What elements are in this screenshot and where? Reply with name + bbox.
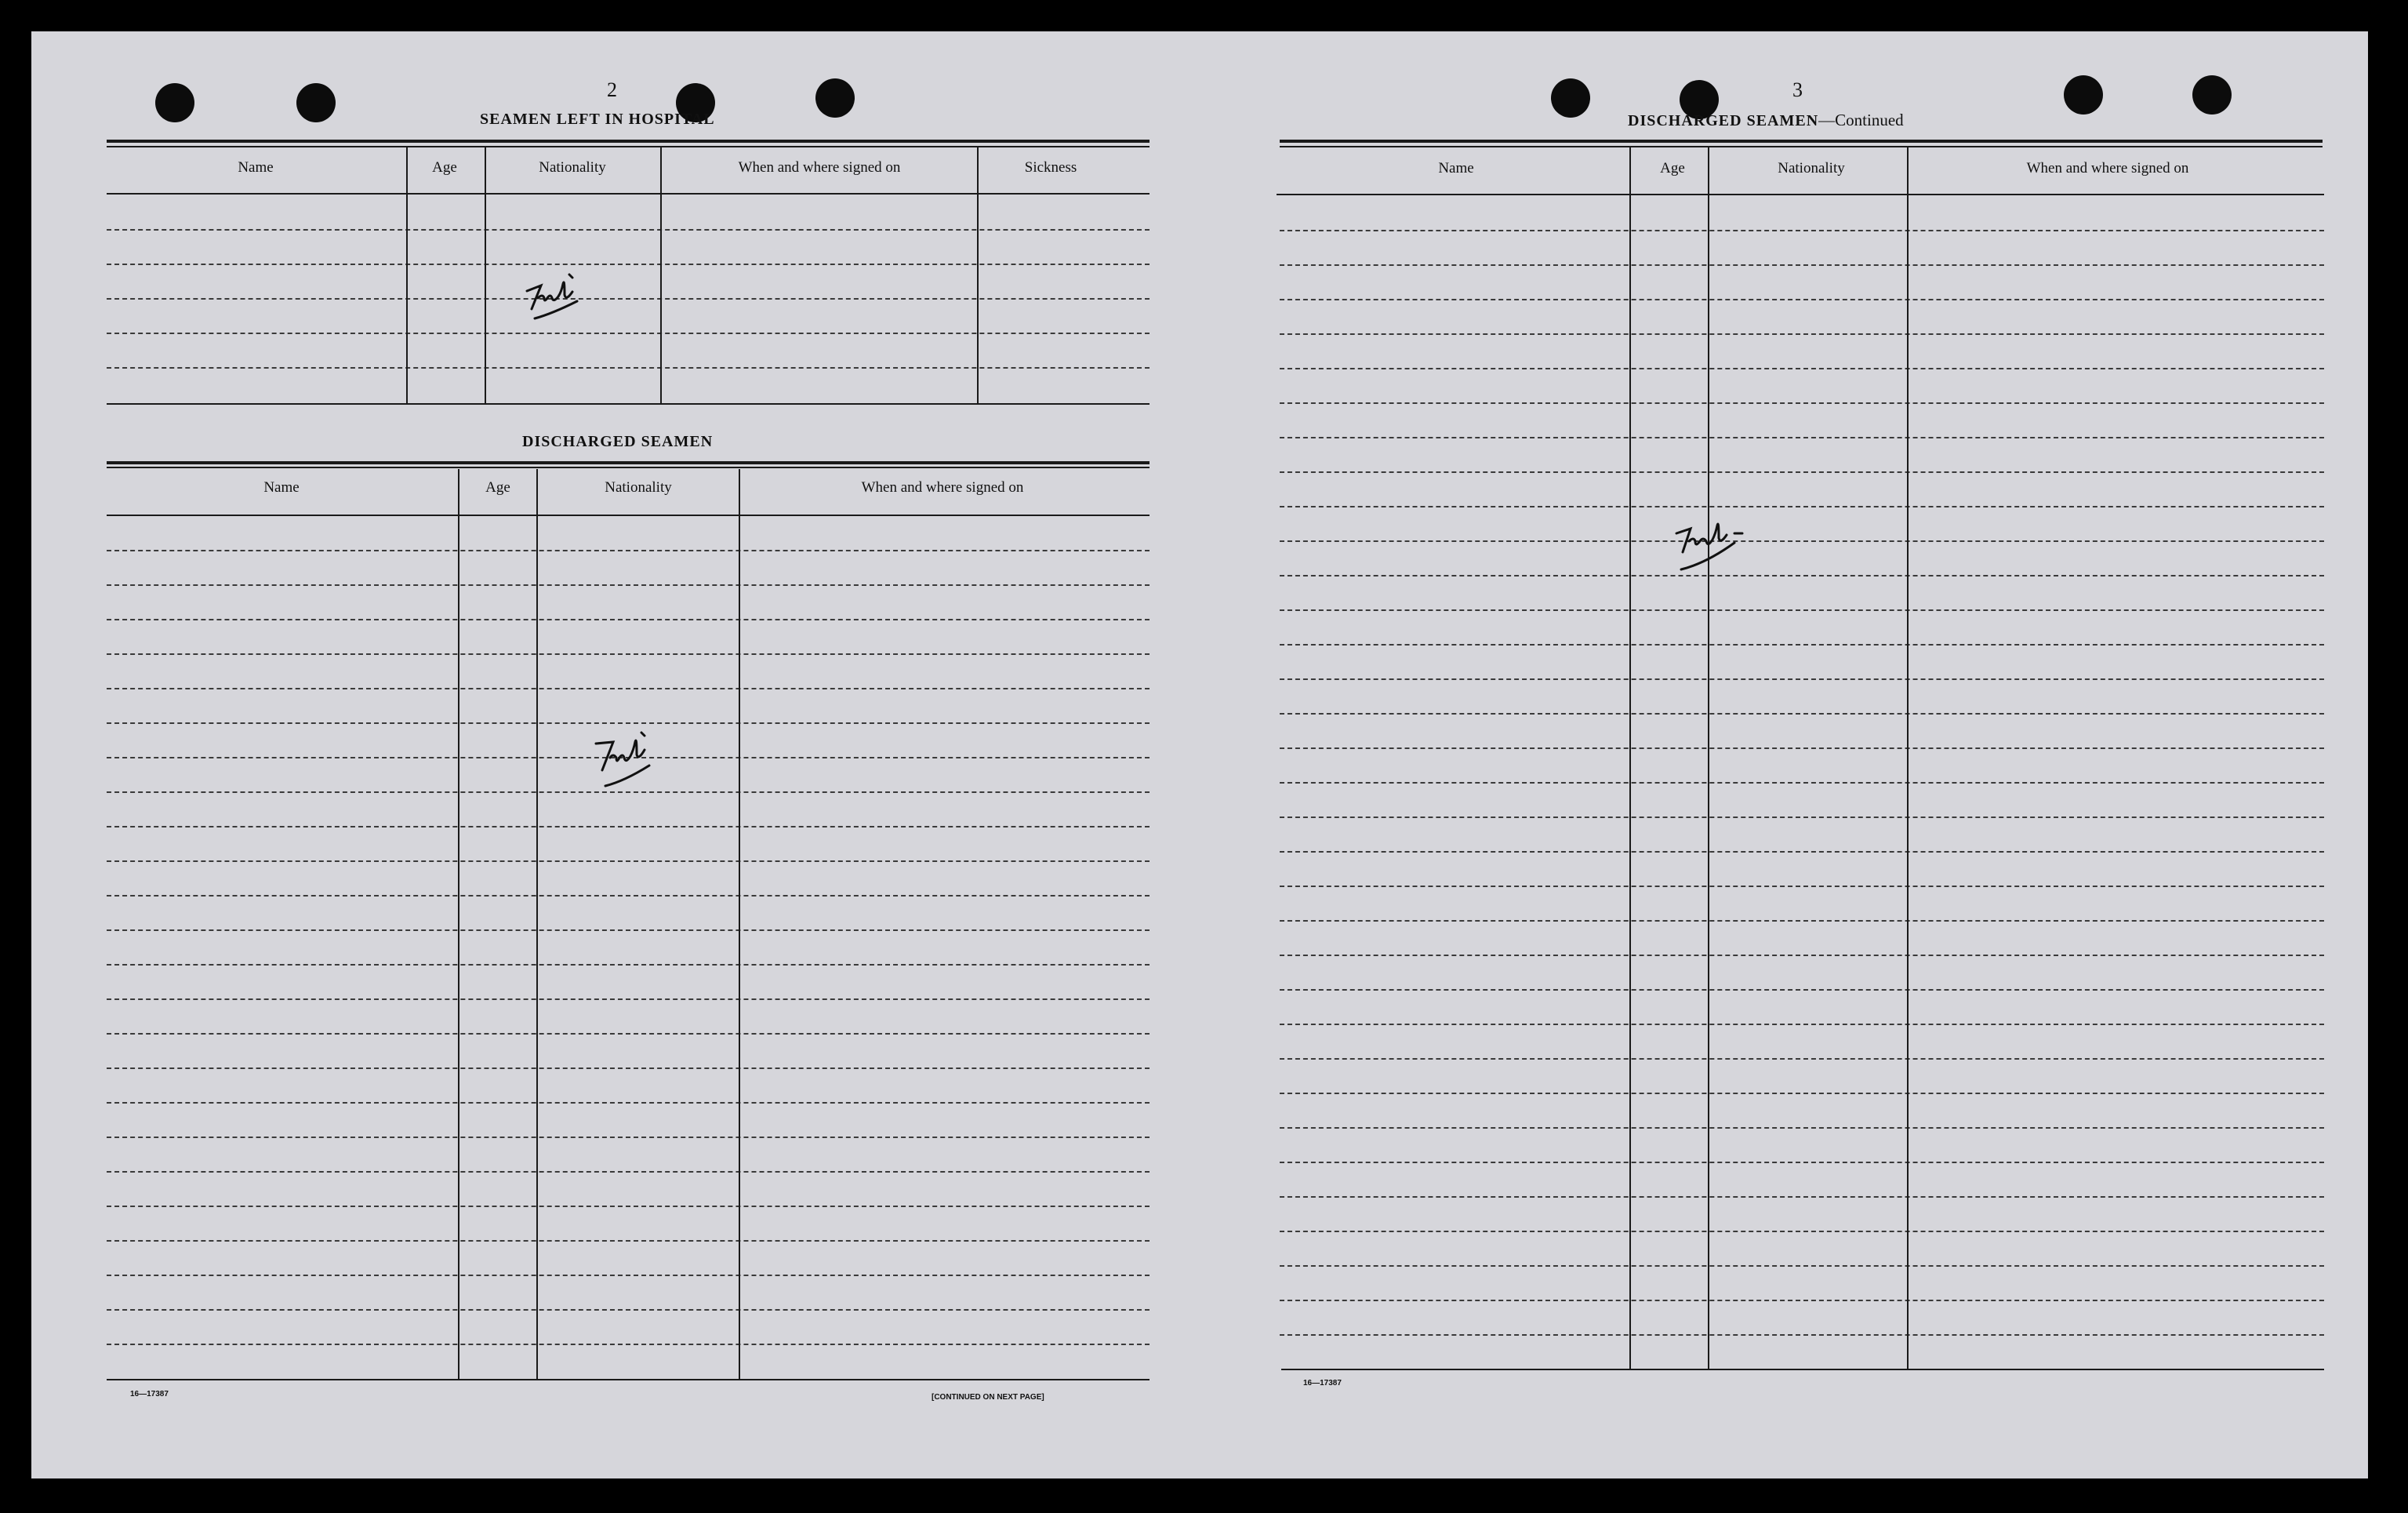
blank-row-line [1280, 230, 2324, 231]
hospital-col-divider [485, 147, 486, 403]
hospital-col-divider [406, 147, 408, 403]
blank-row-line [107, 550, 1150, 551]
blank-row-line [107, 895, 1150, 897]
punch-hole [2192, 75, 2232, 115]
handwritten-nil-mark [521, 264, 607, 334]
page-number-right: 3 [1792, 78, 1803, 101]
right-col-divider [1629, 147, 1631, 1369]
discharged-continued-suffix: —Continued [1818, 111, 1904, 129]
blank-row-line [1280, 955, 2324, 956]
page-number-left: 2 [607, 78, 617, 101]
blank-row-line [107, 1344, 1150, 1345]
right-header-rule [1277, 194, 2324, 195]
hospital-col-sickness: Sickness [1024, 159, 1077, 176]
blank-row-line [1280, 1334, 2324, 1336]
blank-row-line [1280, 264, 2324, 266]
blank-row-line [1280, 1093, 2324, 1094]
handwritten-nil-mark [1670, 505, 1780, 584]
blank-row-line [1280, 368, 2324, 369]
blank-row-line [1280, 1024, 2324, 1025]
blank-row-line [1280, 609, 2324, 611]
punch-hole [1551, 78, 1590, 118]
blank-row-line [107, 1240, 1150, 1242]
hospital-col-nationality: Nationality [539, 159, 606, 176]
hospital-header-rule [107, 193, 1150, 195]
blank-row-line [107, 1033, 1150, 1035]
hospital-table-top-rule-2 [107, 146, 1150, 147]
right-col-age: Age [1660, 160, 1685, 176]
blank-row-line [107, 826, 1150, 827]
blank-row-line [1280, 1300, 2324, 1301]
form-number-right: 16—17387 [1303, 1379, 1342, 1388]
blank-row-line [107, 688, 1150, 689]
blank-row-line [1280, 644, 2324, 646]
blank-row-line [107, 1102, 1150, 1104]
hospital-row-line [107, 229, 1150, 231]
right-col-divider [1708, 147, 1709, 1369]
punch-hole [815, 78, 855, 118]
right-col-nationality: Nationality [1778, 160, 1845, 176]
ledger-paper [31, 31, 2368, 1478]
blank-row-line [107, 722, 1150, 724]
blank-row-line [107, 1309, 1150, 1311]
blank-row-line [1280, 817, 2324, 818]
blank-row-line [1280, 437, 2324, 438]
hospital-col-divider [977, 147, 979, 403]
punch-hole [296, 83, 336, 122]
hospital-table-bottom-rule [107, 403, 1150, 405]
blank-row-line [1280, 1127, 2324, 1129]
blank-row-line [107, 619, 1150, 620]
blank-row-line [1280, 989, 2324, 991]
right-col-when-where: When and where signed on [2026, 160, 2189, 176]
right-table-bottom-rule [1281, 1369, 2324, 1370]
blank-row-line [1280, 471, 2324, 473]
handwritten-nil-mark [590, 725, 684, 803]
blank-row-line [107, 584, 1150, 586]
discharged-table-top-rule-2 [107, 467, 1150, 468]
blank-row-line [1280, 920, 2324, 922]
blank-row-line [1280, 402, 2324, 404]
continued-note: [CONTINUED ON NEXT PAGE] [932, 1393, 1044, 1402]
punch-hole [2064, 75, 2103, 115]
blank-row-line [1280, 678, 2324, 680]
right-table-top-rule-2 [1280, 146, 2323, 147]
blank-row-line [107, 1137, 1150, 1138]
blank-row-line [107, 1067, 1150, 1069]
hospital-col-when-where: When and where signed on [738, 159, 901, 176]
hospital-col-divider [660, 147, 662, 403]
blank-row-line [107, 1206, 1150, 1207]
discharged-col-divider [536, 469, 538, 1379]
hospital-row-line [107, 367, 1150, 369]
hospital-row-line [107, 298, 1150, 300]
hospital-col-name: Name [238, 159, 274, 176]
discharged-col-nationality: Nationality [605, 479, 672, 496]
discharged-section-title: DISCHARGED SEAMEN [522, 433, 714, 450]
blank-row-line [1280, 782, 2324, 784]
form-number-left: 16—17387 [130, 1390, 169, 1398]
blank-row-line [107, 929, 1150, 931]
blank-row-line [107, 964, 1150, 966]
blank-row-line [1280, 506, 2324, 507]
blank-row-line [1280, 1058, 2324, 1060]
blank-row-line [1280, 1162, 2324, 1163]
hospital-row-line [107, 264, 1150, 265]
hospital-section-title: SEAMEN LEFT IN HOSPITAL [480, 111, 715, 128]
blank-row-line [1280, 747, 2324, 749]
hospital-col-age: Age [432, 159, 457, 176]
blank-row-line [107, 860, 1150, 862]
discharged-table-bottom-rule [107, 1379, 1150, 1380]
blank-row-line [1280, 1265, 2324, 1267]
blank-row-line [1280, 851, 2324, 853]
blank-row-line [1280, 333, 2324, 335]
blank-row-line [107, 1275, 1150, 1276]
blank-row-line [107, 998, 1150, 1000]
discharged-col-name: Name [263, 479, 300, 496]
blank-row-line [1280, 575, 2324, 576]
hospital-table-top-rule [107, 140, 1150, 143]
blank-row-line [1280, 713, 2324, 715]
discharged-continued-title [1628, 111, 1904, 130]
hospital-row-line [107, 333, 1150, 334]
blank-row-line [1280, 1231, 2324, 1232]
discharged-col-divider [458, 469, 459, 1379]
right-col-divider [1907, 147, 1909, 1369]
blank-row-line [1280, 1196, 2324, 1198]
right-table-top-rule [1280, 140, 2323, 143]
right-col-name: Name [1438, 160, 1474, 176]
blank-row-line [107, 1171, 1150, 1173]
blank-row-line [1280, 540, 2324, 542]
discharged-continued-title-bold: DISCHARGED SEAMEN [1628, 112, 1819, 129]
blank-row-line [107, 653, 1150, 655]
discharged-table-top-rule [107, 461, 1150, 464]
discharged-col-age: Age [485, 479, 510, 496]
discharged-header-rule [107, 515, 1150, 516]
discharged-col-divider [739, 469, 740, 1379]
punch-hole [155, 83, 194, 122]
blank-row-line [1280, 299, 2324, 300]
discharged-col-when-where: When and where signed on [861, 479, 1024, 496]
blank-row-line [1280, 886, 2324, 887]
